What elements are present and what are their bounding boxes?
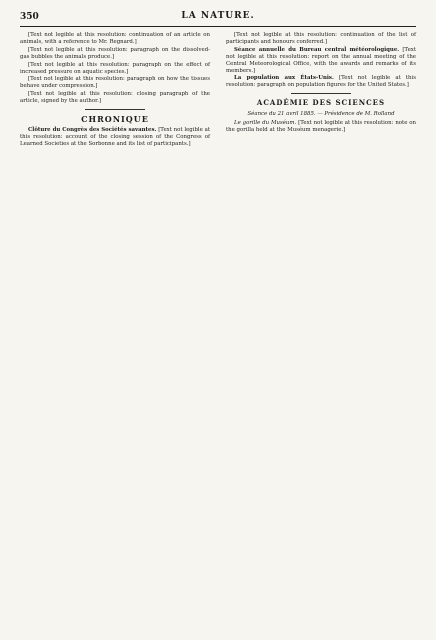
academy-heading: ACADÉMIE DES SCIENCES — [256, 98, 386, 108]
running-title: LA NATURE. — [181, 11, 255, 21]
meteorology-paragraph — [226, 47, 416, 75]
population-paragraph-text: [Text not legible at this resolution: paragraph on population figures for the United States.] — [226, 75, 416, 89]
section-divider — [291, 93, 351, 94]
chronicle-heading: CHRONIQUE — [81, 114, 149, 125]
left-paragraph-2: [Text not legible at this resolution: paragraph on the dissolved-gas bubbles the animals produce.] — [20, 46, 210, 60]
section-divider — [85, 109, 145, 110]
page-header — [20, 10, 416, 26]
left-paragraph-3: [Text not legible at this resolution: paragraph on the effect of increased pressure on aquatic species.] — [20, 61, 210, 75]
right-column — [226, 32, 416, 135]
left-paragraph-1: [Text not legible at this resolution: continuation of an article on animals, with a reference to Mr. Regnard.] — [20, 32, 210, 45]
meteorology-paragraph-title: Séance annuelle du Bureau central météorologique. — [234, 46, 400, 53]
academy-paragraph-lead: Le gorille du Muséum. — [234, 120, 297, 127]
academy-paragraph-text: [Text not legible at this resolution: note on the gorilla held at the Muséum menagerie.] — [226, 120, 416, 134]
page-number: 350 — [20, 12, 39, 22]
header-rule — [20, 26, 416, 27]
right-paragraph-1: [Text not legible at this resolution: continuation of the list of participants and honours conferred.] — [226, 32, 416, 45]
meteorology-paragraph-text: [Text not legible at this resolution: report on the annual meeting of the Central Meteorological Office, with the awards and remarks of its members.] — [226, 46, 416, 74]
chronicle-paragraph-title: Clôture du Congrès des Sociétés savantes. — [28, 127, 157, 134]
chronicle-paragraph — [20, 127, 210, 148]
left-column — [20, 32, 210, 149]
left-paragraph-4: [Text not legible at this resolution: paragraph on how the tissues behave under compression.] — [20, 76, 210, 90]
population-paragraph-title: La population aux États-Unis. — [234, 75, 334, 82]
academy-session-line: Séance du 21 avril 1885. — Présidence de M. Rolland — [247, 111, 395, 118]
population-paragraph — [226, 75, 416, 89]
chronicle-paragraph-text: [Text not legible at this resolution: account of the closing session of the Congress of Learned Societies at the Sorbonne and its list of participants.] — [20, 127, 210, 147]
academy-paragraph — [226, 120, 416, 134]
left-paragraph-5: [Text not legible at this resolution: closing paragraph of the article, signed by the author.] — [20, 91, 210, 105]
